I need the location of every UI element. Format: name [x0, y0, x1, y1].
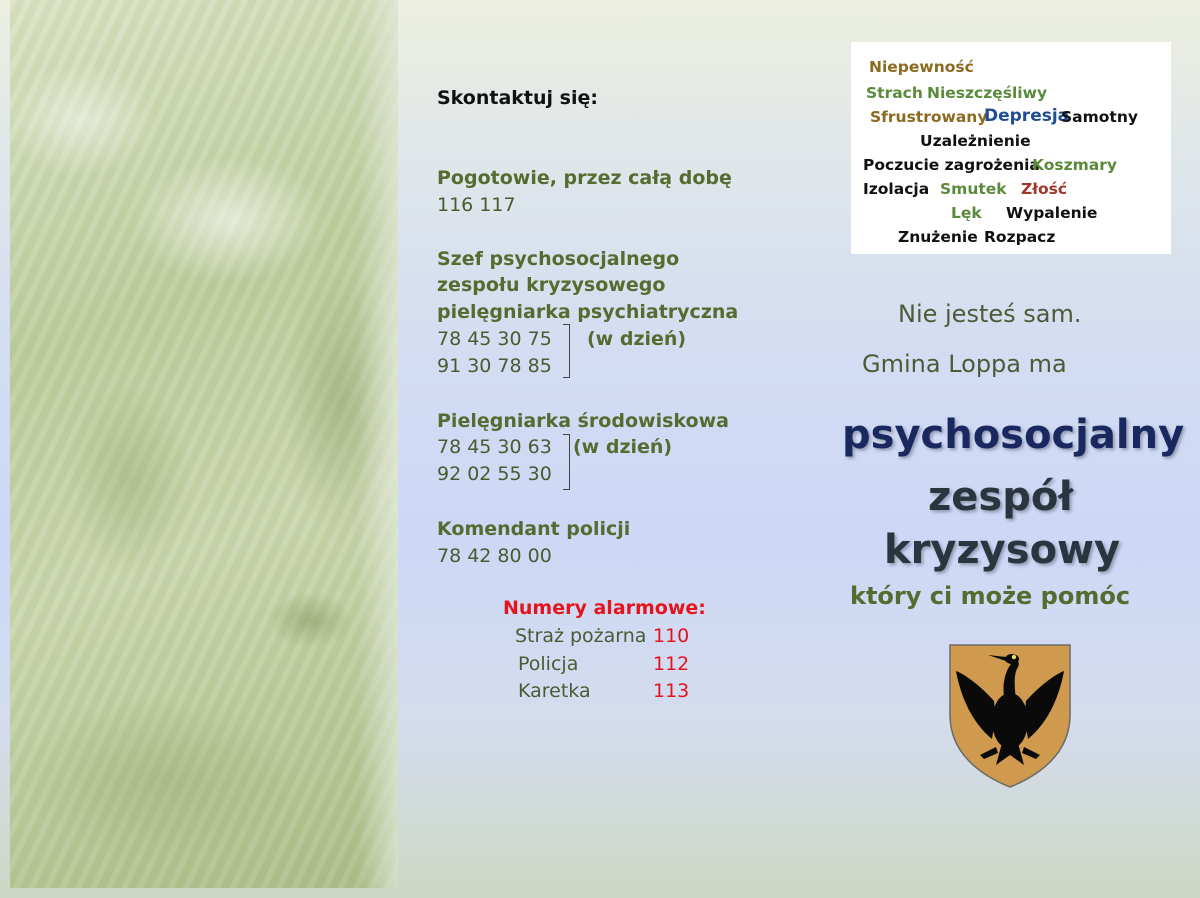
word: Złość [1021, 180, 1068, 198]
alarm-title: Numery alarmowe: [503, 597, 706, 619]
alarm-label: Straż pożarna [515, 625, 647, 647]
headline-crisis: kryzysowy [884, 527, 1121, 573]
not-alone-text: Nie jesteś sam. [898, 300, 1082, 328]
word: Izolacja [863, 180, 930, 198]
alarm-label: Karetka [518, 680, 591, 702]
word: Znużenie [898, 228, 978, 246]
word: Wypalenie [1006, 204, 1098, 222]
word: Samotny [1061, 108, 1138, 126]
nurse-daytime-note: (w dzień) [573, 436, 673, 458]
word: Uzależnienie [920, 132, 1031, 150]
word: Poczucie zagrożenia [863, 156, 1040, 174]
municipality-text: Gmina Loppa ma [862, 350, 1067, 378]
chief-number-1: 78 45 30 75 [437, 328, 552, 350]
word: Koszmary [1032, 156, 1117, 174]
alarm-number-fire: 110 [653, 625, 690, 647]
word: Strach [866, 84, 923, 102]
background-photo [10, 0, 398, 888]
word: Smutek [940, 180, 1007, 198]
word: Niepewność [869, 58, 974, 76]
help-subtitle: który ci może pomóc [850, 582, 1131, 610]
headline-psychosocial: psychosocjalny [842, 412, 1185, 458]
chief-bracket [563, 324, 570, 378]
word: Depresja [984, 106, 1070, 126]
word: Nieszczęśliwy [927, 84, 1048, 102]
chief-daytime-note: (w dzień) [587, 328, 687, 350]
alarm-row-ambulance [518, 680, 591, 702]
alarm-row-police [518, 653, 578, 675]
nurse-number-2: 92 02 55 30 [437, 463, 552, 485]
nurse-label: Pielęgniarka środowiskowa [437, 410, 729, 432]
word: Lęk [951, 204, 982, 222]
emergency-label: Pogotowie, przez całą dobę [437, 167, 732, 189]
chief-title-line3: pielęgniarka psychiatryczna [437, 301, 739, 323]
word: Rozpacz [984, 228, 1056, 246]
alarm-number-ambulance: 113 [653, 680, 690, 702]
police-number: 78 42 80 00 [437, 545, 552, 567]
alarm-row-fire [515, 625, 646, 647]
emotion-word-cloud [851, 42, 1171, 254]
nurse-bracket [563, 434, 570, 490]
loppa-coat-of-arms-icon [948, 643, 1072, 789]
alarm-number-police: 112 [653, 653, 690, 675]
headline-team: zespół [928, 474, 1074, 520]
chief-title-line1: Szef psychosocjalnego [437, 248, 680, 270]
chief-title-line2: zespołu kryzysowego [437, 274, 666, 296]
police-label: Komendant policji [437, 518, 631, 540]
word: Sfrustrowany [870, 108, 988, 126]
contact-heading: Skontaktuj się: [437, 87, 598, 109]
nurse-number-1: 78 45 30 63 [437, 436, 552, 458]
emergency-number: 116 117 [437, 194, 516, 216]
chief-number-2: 91 30 78 85 [437, 355, 552, 377]
alarm-label: Policja [518, 653, 579, 675]
